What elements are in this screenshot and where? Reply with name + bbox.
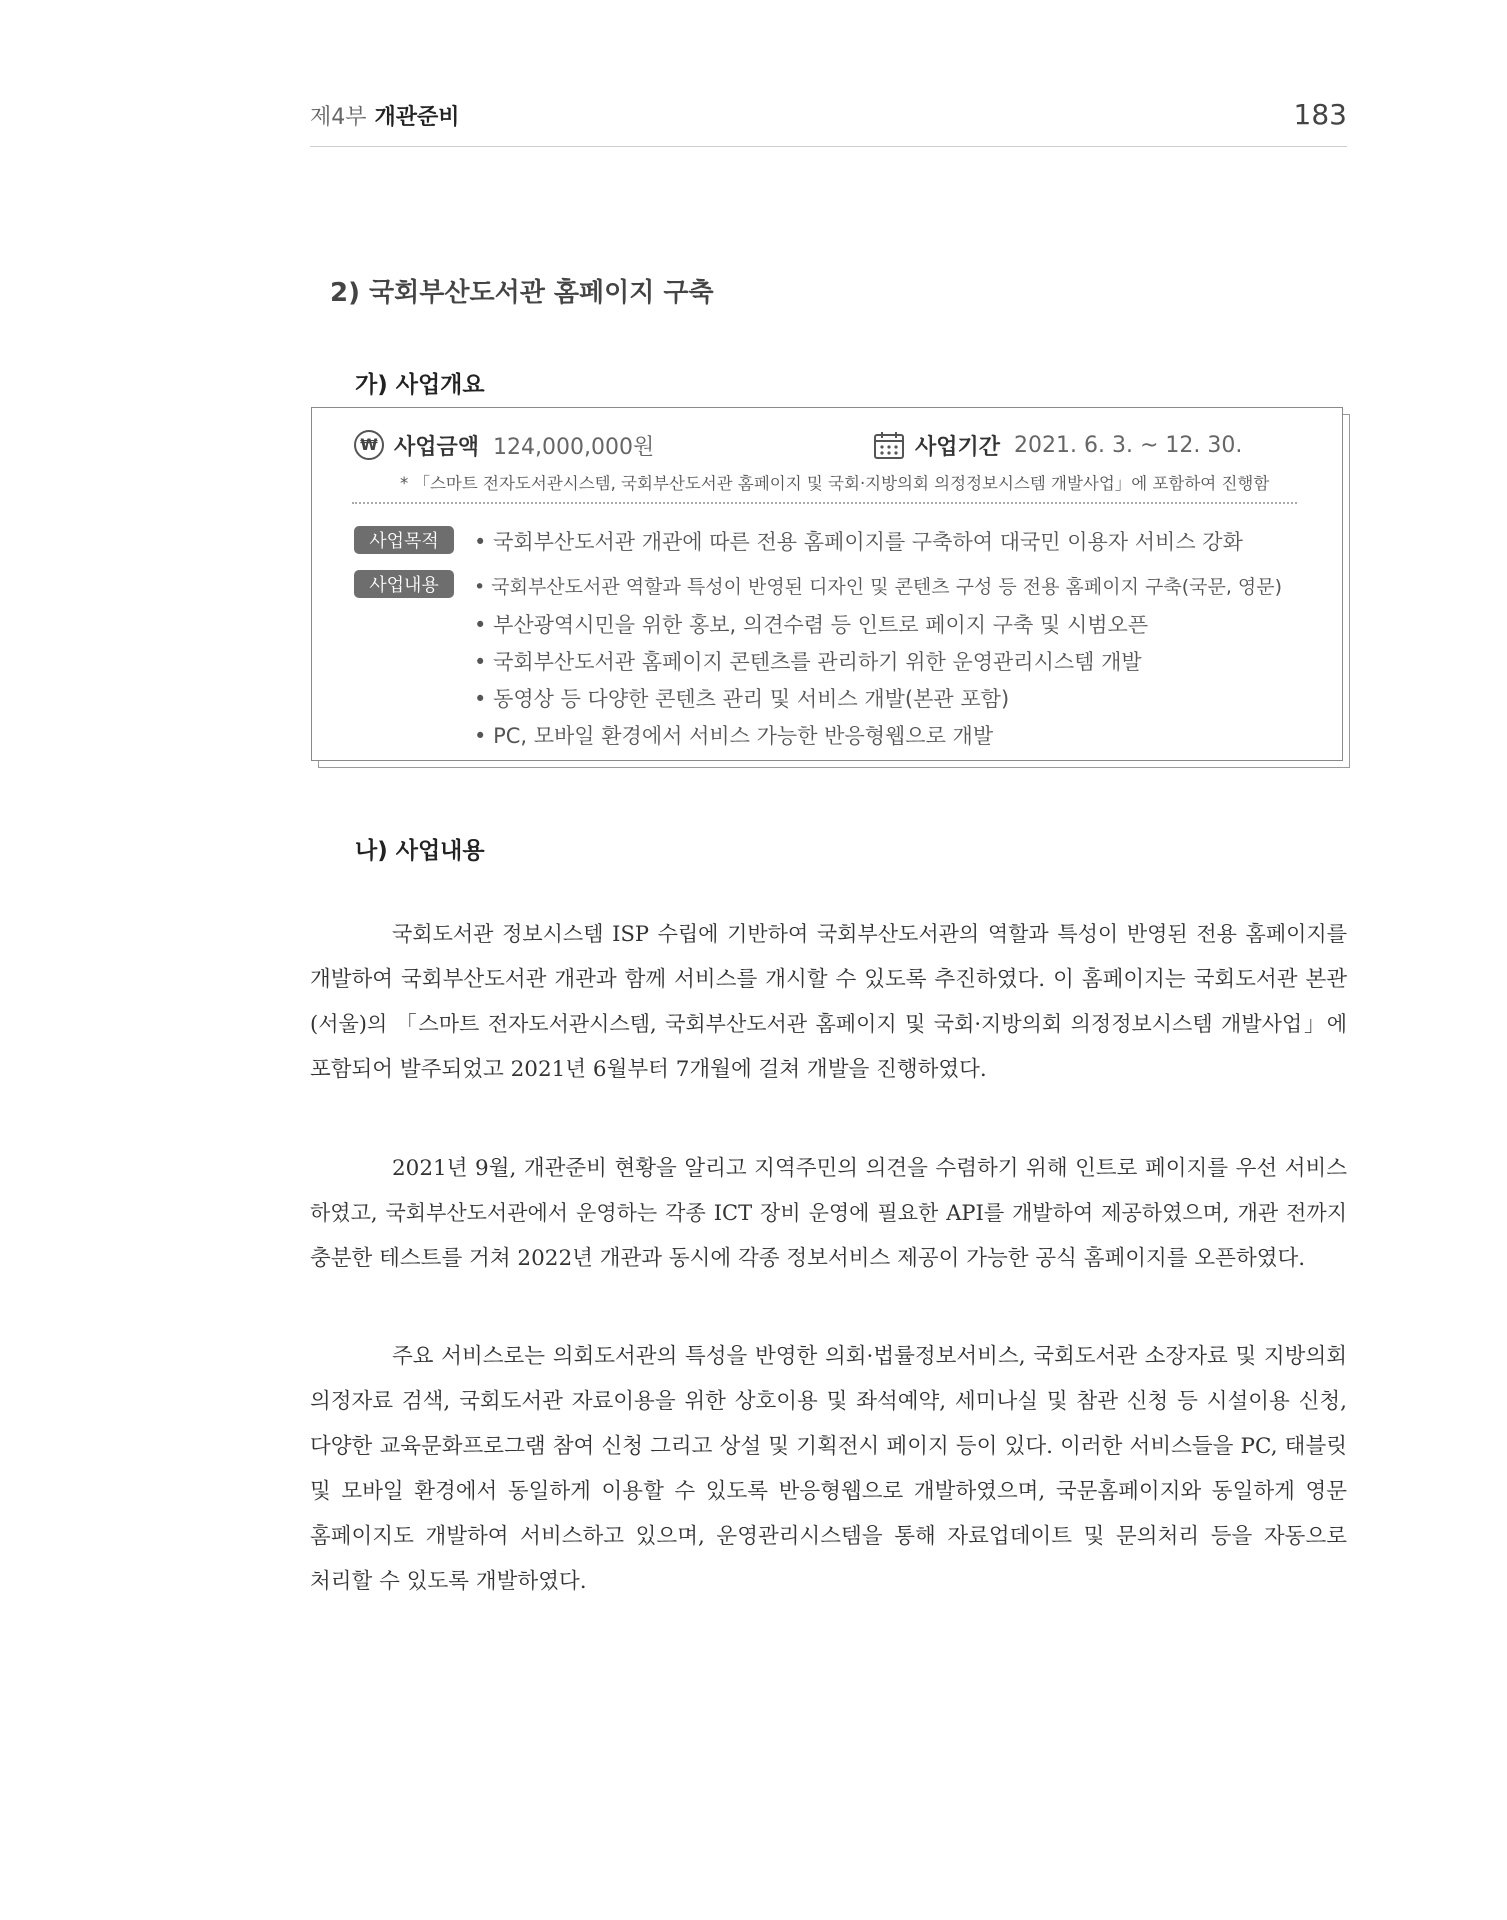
- paragraph-line: 처리할 수 있도록 개발하였다.: [310, 1569, 587, 1594]
- purpose-item: • 국회부산도서관 개관에 따른 전용 홈페이지를 구축하여 대국민 이용자 서비스 강화: [474, 526, 1243, 556]
- content-item: • 부산광역시민을 위한 홍보, 의견수렴 등 인트로 페이지 구축 및 시범오픈: [474, 609, 1148, 639]
- paragraph-line: 홈페이지도 개발하여 서비스하고 있으며, 운영관리시스템을 통해 자료업데이트 및 문의처리 등을 자동으로: [310, 1524, 1347, 1549]
- page-header: [310, 98, 1347, 147]
- paragraph-line: 국회도서관 정보시스템 ISP 수립에 기반하여 국회부산도서관의 역할과 특성이 반영된 전용 홈페이지를: [392, 922, 1347, 946]
- period-row: [873, 428, 1242, 462]
- budget-value: 124,000,000원: [493, 434, 655, 460]
- content-item: • 동영상 등 다양한 콘텐츠 관리 및 서비스 개발(본관 포함): [474, 683, 1009, 713]
- part-number: 제4부: [310, 105, 367, 130]
- won-coin-icon: ₩: [354, 430, 384, 460]
- section-title: 2) 국회부산도서관 홈페이지 구축: [330, 278, 714, 308]
- dotted-divider: [352, 502, 1297, 504]
- budget-row: [354, 428, 654, 462]
- paragraph-line: 의정자료 검색, 국회도서관 자료이용을 위한 상호이용 및 좌석예약, 세미나실 및 참관 신청 등 시설이용 신청,: [310, 1389, 1347, 1414]
- paragraph-line: (서울)의 「스마트 전자도서관시스템, 국회부산도서관 홈페이지 및 국회·지방의회 의정정보시스템 개발사업」에: [310, 1012, 1347, 1036]
- paragraph-line: 하였고, 국회부산도서관에서 운영하는 각종 ICT 장비 운영에 필요한 API를 개발하여 제공하였으며, 개관 전까지: [310, 1201, 1347, 1225]
- part-title: 개관준비: [374, 105, 460, 130]
- paragraph-1: [310, 912, 1347, 1092]
- part-label: [310, 100, 460, 131]
- overview-note: * 「스마트 전자도서관시스템, 국회부산도서관 홈페이지 및 국회·지방의회 의정정보시스템 개발사업」에 포함하여 진행함: [400, 474, 1270, 493]
- content-item: • 국회부산도서관 홈페이지 콘텐츠를 관리하기 위한 운영관리시스템 개발: [474, 646, 1142, 676]
- page-number: 183: [1293, 98, 1347, 131]
- content-item: • 국회부산도서관 역할과 특성이 반영된 디자인 및 콘텐츠 구성 등 전용 홈페이지 구축(국문, 영문): [474, 572, 1282, 599]
- paragraph-line: 2021년 9월, 개관준비 현황을 알리고 지역주민의 의견을 수렴하기 위해 인트로 페이지를 우선 서비스: [392, 1156, 1347, 1181]
- calendar-icon: [873, 430, 905, 460]
- period-value: 2021. 6. 3. ~ 12. 30.: [1014, 432, 1243, 458]
- overview-title: 가) 사업개요: [355, 372, 485, 398]
- details-title: 나) 사업내용: [355, 838, 485, 864]
- paragraph-line: 주요 서비스로는 의회도서관의 특성을 반영한 의회·법률정보서비스, 국회도서관 소장자료 및 지방의회: [392, 1344, 1347, 1369]
- content-item: • PC, 모바일 환경에서 서비스 가능한 반응형웹으로 개발: [474, 720, 993, 750]
- period-label: 사업기간: [915, 434, 1001, 460]
- paragraph-line: 충분한 테스트를 거쳐 2022년 개관과 동시에 각종 정보서비스 제공이 가능한 공식 홈페이지를 오픈하였다.: [310, 1246, 1306, 1271]
- purpose-tag: 사업목적: [354, 526, 454, 554]
- content-tag: 사업내용: [354, 570, 454, 598]
- paragraph-line: 포함되어 발주되었고 2021년 6월부터 7개월에 걸쳐 개발을 진행하였다.: [310, 1057, 987, 1082]
- paragraph-3: [310, 1334, 1347, 1604]
- paragraph-2: [310, 1146, 1347, 1281]
- budget-label: 사업금액: [394, 434, 480, 460]
- paragraph-line: 개발하여 국회부산도서관 개관과 함께 서비스를 개시할 수 있도록 추진하였다. 이 홈페이지는 국회도서관 본관: [310, 967, 1347, 992]
- paragraph-line: 및 모바일 환경에서 동일하게 이용할 수 있도록 반응형웹으로 개발하였으며, 국문홈페이지와 동일하게 영문: [310, 1479, 1347, 1504]
- paragraph-line: 다양한 교육문화프로그램 참여 신청 그리고 상설 및 기획전시 페이지 등이 있다. 이러한 서비스들을 PC, 태블릿: [310, 1434, 1347, 1459]
